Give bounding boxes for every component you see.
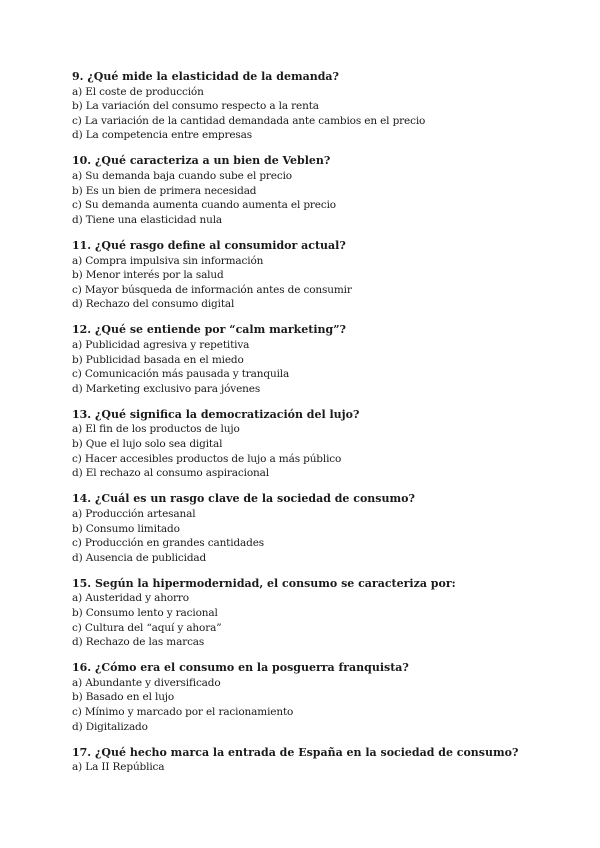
- question-title: 13. ¿Qué significa la democratización del lujo?: [72, 407, 360, 421]
- question-block: [72, 239, 552, 312]
- question-block: [72, 408, 552, 481]
- answer-option: b) Es un bien de primera necesidad: [72, 184, 257, 197]
- question-title: 17. ¿Qué hecho marca la entrada de España en la sociedad de consumo?: [72, 745, 519, 759]
- answer-option: b) Que el lujo solo sea digital: [72, 438, 223, 451]
- question-block: [72, 70, 552, 143]
- answer-option: a) Abundante y diversificado: [72, 676, 221, 689]
- answer-option: b) Basado en el lujo: [72, 691, 175, 704]
- question-title: 15. Según la hipermodernidad, el consumo se caracteriza por:: [72, 576, 456, 590]
- answer-option: a) Producción artesanal: [72, 507, 196, 520]
- answer-option: c) La variación de la cantidad demandada ante cambios en el precio: [72, 114, 426, 127]
- question-block: [72, 577, 552, 650]
- answer-option: a) Austeridad y ahorro: [72, 592, 189, 605]
- answer-option: d) Tiene una elasticidad nula: [72, 213, 223, 226]
- answer-option: c) Comunicación más pausada y tranquila: [72, 368, 290, 381]
- question-block: [72, 746, 552, 775]
- question-block: [72, 661, 552, 734]
- answer-option: c) Mayor búsqueda de información antes de consumir: [72, 283, 352, 296]
- question-title: 9. ¿Qué mide la elasticidad de la demanda?: [72, 70, 339, 83]
- answer-option: c) Hacer accesibles productos de lujo a más público: [72, 452, 342, 465]
- answer-option: d) Marketing exclusivo para jóvenes: [72, 382, 261, 395]
- answer-option: d) Rechazo de las marcas: [72, 636, 205, 649]
- answer-option: a) Publicidad agresiva y repetitiva: [72, 339, 250, 351]
- question-block: [72, 154, 552, 227]
- answer-option: d) Digitalizado: [72, 720, 148, 733]
- answer-option: d) El rechazo al consumo aspiracional: [72, 467, 269, 480]
- question-title: 14. ¿Cuál es un rasgo clave de la sociedad de consumo?: [72, 492, 415, 506]
- answer-option: a) El fin de los productos de lujo: [72, 423, 240, 436]
- answer-option: a) Compra impulsiva sin información: [72, 254, 264, 267]
- answer-option: c) Mínimo y marcado por el racionamiento: [72, 706, 294, 719]
- answer-option: c) Producción en grandes cantidades: [72, 537, 265, 550]
- question-list: [72, 70, 552, 786]
- question-block: [72, 323, 552, 396]
- question-title: 10. ¿Qué caracteriza a un bien de Veblen?: [72, 154, 331, 168]
- answer-option: b) Consumo lento y racional: [72, 607, 218, 619]
- answer-option: c) Cultura del “aquí y ahora”: [72, 621, 222, 634]
- answer-option: c) Su demanda aumenta cuando aumenta el precio: [72, 199, 336, 212]
- question-block: [72, 492, 552, 565]
- answer-option: d) La competencia entre empresas: [72, 129, 252, 142]
- answer-option: a) Su demanda baja cuando sube el precio: [72, 170, 292, 183]
- answer-option: b) Publicidad basada en el miedo: [72, 353, 244, 366]
- answer-option: d) Rechazo del consumo digital: [72, 298, 235, 311]
- question-title: 12. ¿Qué se entiende por “calm marketing”?: [72, 323, 346, 337]
- question-title: 16. ¿Cómo era el consumo en la posguerra franquista?: [72, 661, 409, 675]
- answer-option: b) La variación del consumo respecto a la renta: [72, 100, 319, 113]
- answer-option: b) Consumo limitado: [72, 522, 180, 535]
- answer-option: b) Menor interés por la salud: [72, 269, 224, 282]
- answer-option: a) La II República: [72, 761, 165, 774]
- answer-option: a) El coste de producción: [72, 85, 204, 98]
- question-title: 11. ¿Qué rasgo define al consumidor actual?: [72, 238, 346, 252]
- answer-option: d) Ausencia de publicidad: [72, 551, 207, 564]
